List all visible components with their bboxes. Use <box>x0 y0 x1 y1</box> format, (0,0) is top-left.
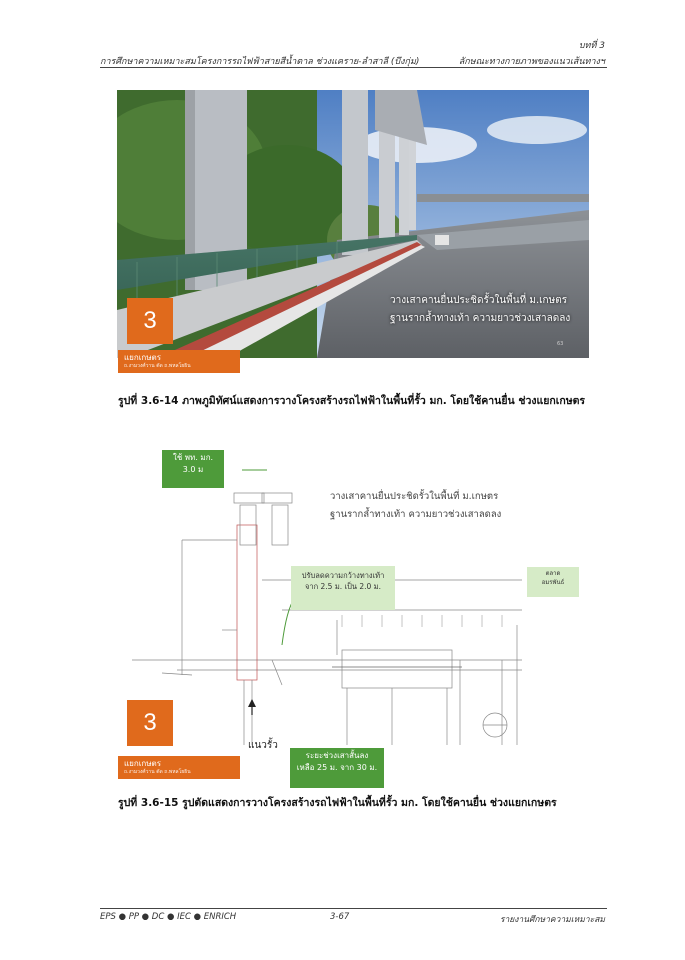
header-divider <box>100 67 607 68</box>
footer-report-name: รายงานศึกษาความเหมาะสม <box>499 915 605 925</box>
usage-line-1: ใช้ พท. มก. <box>172 453 214 462</box>
span-line-2: เหลือ 25 ม. จาก 30 ม. <box>296 763 378 772</box>
market-label <box>527 567 579 597</box>
figure1-location-sub: ถ.งามวงศ์วาน ตัด ถ.พหลโยธิน <box>124 363 191 370</box>
figure2-caption: รูปที่ 3.6-15 รูปตัดแสดงการวางโครงสร้างรถไฟฟ้าในพื้นที่รั้ว มก. โดยใช้คานยื่น ช่วงแยกเกษตร <box>118 797 557 809</box>
header-section-title: ลักษณะทางกายภาพของแนวเส้นทางฯ <box>458 57 605 67</box>
figure2-location-sub: ถ.งามวงศ์วาน ตัด ถ.พหลโยธิน <box>124 769 191 776</box>
span-line-1: ระยะช่วงเสาสั้นลง <box>305 751 369 760</box>
market-line-2: อมรพันธ์ <box>541 579 565 586</box>
sidewalk-reduction-note <box>291 566 395 610</box>
figure2-location-label <box>118 756 240 779</box>
figure1-caption: รูปที่ 3.6-14 ภาพภูมิทัศน์แสดงการวางโครงสร้างรถไฟฟ้าในพื้นที่รั้ว มก. โดยใช้คานยื่น ช่วงแยกเกษตร <box>118 395 586 407</box>
figure1-location-name: แยกเกษตร <box>124 353 162 362</box>
sidewalk-line-2: จาก 2.5 ม. เป็น 2.0 ม. <box>304 582 382 592</box>
header-chapter: บทที่ 3 <box>578 41 605 51</box>
diagram-note-line-1: วางเสาคานยื่นประชิดรั้วในพื้นที่ ม.เกษตร <box>330 491 499 502</box>
overlay-line-1: วางเสาคานยื่นประชิดรั้วในพื้นที่ ม.เกษตร <box>390 295 568 306</box>
figure1-number-badge: 3 <box>127 298 173 344</box>
sidewalk-line-1: ปรับลดความกว้างทางเท้า <box>301 571 385 580</box>
svg-text:63: 63 <box>557 341 564 347</box>
usage-line-2: 3.0 ม <box>182 465 204 474</box>
figure1-location-label <box>118 350 240 373</box>
photo-overlay-text <box>390 292 570 328</box>
figure2-location-name: แยกเกษตร <box>124 759 162 768</box>
fence-label: แนวรั้ว <box>248 740 278 751</box>
footer-divider <box>100 908 607 909</box>
market-line-1: ตลาด <box>545 570 561 577</box>
figure2-number-badge: 3 <box>127 700 173 746</box>
overlay-line-2: ฐานรากล้ำทางเท้า ความยาวช่วงเสาลดลง <box>390 313 571 324</box>
university-area-badge <box>162 450 224 488</box>
header-project-title: การศึกษาความเหมาะสมโครงการรถไฟฟ้าสายสีน้ำตาล ช่วงแคราย-ลำสาลี (บึงกุ่ม) <box>100 57 420 67</box>
diagram-note <box>330 488 501 524</box>
span-reduction-badge <box>290 748 384 788</box>
footer-page-number: 3-67 <box>330 912 350 922</box>
diagram-note-line-2: ฐานรากล้ำทางเท้า ความยาวช่วงเสาลดลง <box>330 509 502 521</box>
footer-consortium: EPS ● PP ● DC ● IEC ● ENRICH <box>100 912 237 922</box>
